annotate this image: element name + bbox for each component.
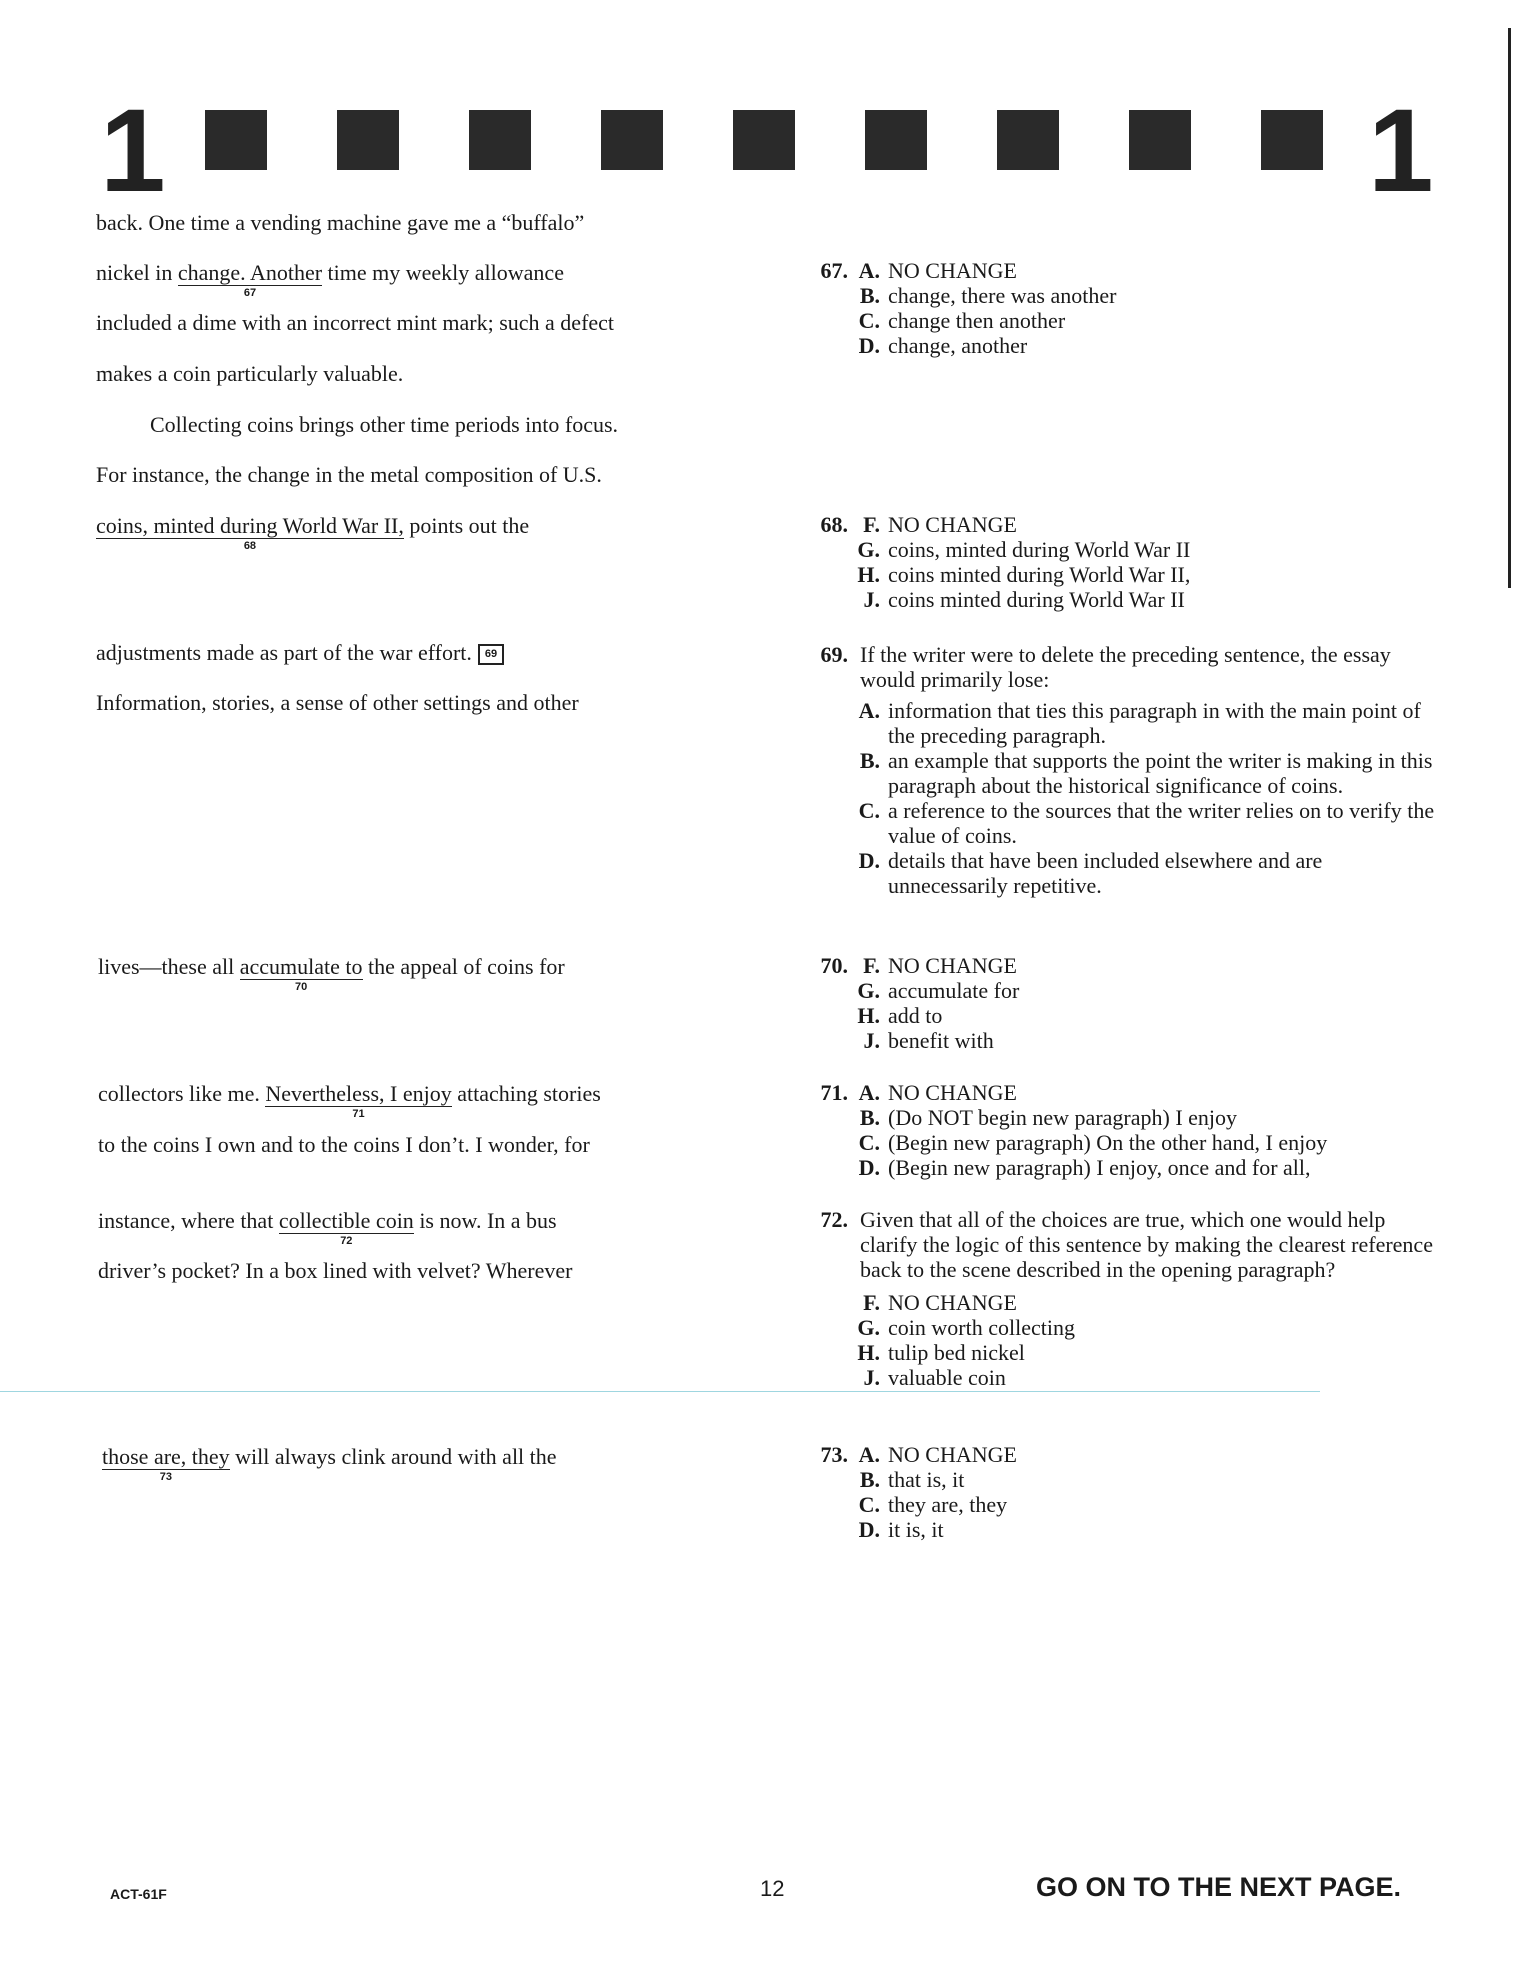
option-text: (Begin new paragraph) I enjoy, once and for all, [888, 1155, 1311, 1180]
underlined-portion-72[interactable] [278, 1208, 414, 1247]
option-letter: D. [858, 1517, 880, 1542]
option-text: coins minted during World War II [888, 587, 1185, 612]
form-code: ACT-61F [110, 1886, 167, 1902]
answer-option[interactable] [796, 258, 1436, 283]
next-page-instruction: GO ON TO THE NEXT PAGE. [1036, 1872, 1402, 1902]
option-letter: D. [858, 333, 880, 358]
answer-option[interactable] [796, 1517, 1436, 1542]
passage-text: nickel in [96, 260, 178, 285]
header-block [997, 110, 1059, 170]
option-letter: D. [858, 1155, 880, 1180]
header-block [337, 110, 399, 170]
passage-line: Information, stories, a sense of other settings and other [96, 690, 579, 715]
passage-text: the appeal of coins for [362, 954, 565, 979]
question-number: 73. [820, 1442, 848, 1467]
option-letter: F. [863, 512, 880, 537]
option-letter: A. [858, 698, 880, 723]
option-letter: H. [857, 1003, 880, 1028]
passage-text: time my weekly allowance [322, 260, 564, 285]
passage-text: will always clink around with all the [229, 1444, 557, 1469]
answer-option[interactable] [796, 1028, 1436, 1053]
underline-number: 71 [352, 1108, 365, 1120]
underlined-text: coins, minted during World War II, [96, 513, 404, 538]
question-number: 68. [820, 512, 848, 537]
option-text: change, another [888, 333, 1028, 358]
answer-option[interactable] [796, 1492, 1436, 1517]
answer-option[interactable] [796, 748, 1436, 798]
option-letter: A. [858, 1442, 880, 1467]
answer-option[interactable] [796, 512, 1436, 537]
answer-option[interactable] [796, 698, 1436, 748]
underline-number: 70 [295, 981, 308, 993]
answer-option[interactable] [796, 1315, 1436, 1340]
passage-line: back. One time a vending machine gave me a “buffalo” [96, 210, 585, 235]
passage-line: included a dime with an incorrect mint mark; such a defect [96, 310, 615, 335]
answer-option[interactable] [796, 537, 1436, 562]
option-letter: B. [859, 1105, 880, 1130]
option-text: NO CHANGE [888, 512, 1017, 537]
passage-text: instance, where that [98, 1208, 279, 1233]
answer-option[interactable] [796, 283, 1436, 308]
header-block [205, 110, 267, 170]
option-text: NO CHANGE [888, 258, 1017, 283]
passage-text: attaching stories [451, 1081, 601, 1106]
option-letter: G. [857, 537, 880, 562]
option-letter: H. [857, 562, 880, 587]
passage-line: Collecting coins brings other time periods into focus. [150, 412, 619, 437]
option-text: NO CHANGE [888, 953, 1017, 978]
underline-number: 73 [159, 1471, 172, 1483]
header-block [469, 110, 531, 170]
answer-option[interactable] [796, 333, 1436, 358]
underline-number: 67 [243, 287, 257, 299]
header-bar [205, 110, 1325, 170]
option-text: coins minted during World War II, [888, 562, 1191, 587]
underlined-text: accumulate to [239, 954, 363, 979]
header-block [865, 110, 927, 170]
page-number: 12 [760, 1876, 785, 1901]
option-text: that is, it [888, 1467, 965, 1492]
passage-line: For instance, the change in the metal composition of U.S. [96, 462, 602, 487]
passage-text: adjustments made as part of the war effort. [96, 640, 472, 665]
answer-option[interactable] [796, 308, 1436, 333]
underlined-portion-71[interactable] [265, 1081, 452, 1120]
answer-option[interactable] [796, 1290, 1436, 1315]
answer-option[interactable] [796, 587, 1436, 612]
answer-option[interactable] [796, 1105, 1436, 1130]
option-letter: G. [857, 978, 880, 1003]
option-text: (Begin new paragraph) On the other hand, I enjoy [888, 1130, 1328, 1155]
option-text: accumulate for [888, 978, 1020, 1003]
underline-number: 68 [243, 540, 257, 552]
page-edge [1508, 28, 1511, 588]
option-letter: C. [858, 308, 880, 333]
question-73 [796, 1442, 1436, 1542]
passage-line: driver’s pocket? In a box lined with velvet? Wherever [98, 1258, 573, 1283]
answer-option[interactable] [796, 1442, 1436, 1467]
option-letter: C. [858, 1492, 880, 1517]
option-letter: F. [863, 1290, 880, 1315]
section-number-left: 1 [100, 85, 166, 217]
question-stem: Given that all of the choices are true, which one would help clarify the logic of this sentence by making the clearest reference back to the scene described in the opening paragraph? [860, 1207, 1433, 1282]
header-block [733, 110, 795, 170]
answer-option[interactable] [796, 1003, 1436, 1028]
passage-text: points out the [403, 513, 530, 538]
underlined-text: change. Another [177, 260, 323, 285]
passage-text: collectors like me. [98, 1081, 266, 1106]
option-text: (Do NOT begin new paragraph) I enjoy [888, 1105, 1238, 1130]
option-letter: D. [858, 848, 880, 873]
option-text: benefit with [888, 1028, 994, 1053]
option-letter: J. [863, 1028, 880, 1053]
option-text: coins, minted during World War II [888, 537, 1191, 562]
question-67 [796, 258, 1436, 358]
option-letter: J. [863, 587, 880, 612]
option-letter: B. [859, 748, 880, 773]
passage-line: makes a coin particularly valuable. [96, 361, 404, 386]
option-letter: G. [857, 1315, 880, 1340]
answer-option[interactable] [796, 848, 1436, 898]
option-letter: B. [859, 1467, 880, 1492]
answer-option[interactable] [796, 978, 1436, 1003]
header-block [601, 110, 663, 170]
underlined-portion-67[interactable] [177, 260, 323, 299]
option-text: information that ties this paragraph in with the main point of the preceding paragraph. [888, 698, 1421, 748]
option-text: tulip bed nickel [888, 1340, 1025, 1365]
option-text: a reference to the sources that the writer relies on to verify the value of coins. [888, 798, 1435, 848]
question-71 [796, 1080, 1436, 1180]
option-text: it is, it [888, 1517, 944, 1542]
passage-line [98, 1208, 557, 1247]
answer-option[interactable] [796, 1365, 1436, 1390]
underlined-text: Nevertheless, I enjoy [265, 1081, 452, 1106]
passage-line [98, 1081, 601, 1120]
option-letter: C. [858, 1130, 880, 1155]
option-text: change then another [888, 308, 1066, 333]
question-69 [796, 642, 1436, 898]
answer-option[interactable] [796, 953, 1436, 978]
answer-option[interactable] [796, 1467, 1436, 1492]
answer-option[interactable] [796, 1340, 1436, 1365]
option-text: NO CHANGE [888, 1290, 1017, 1315]
question-number: 67. [820, 258, 848, 283]
option-letter: F. [863, 953, 880, 978]
option-text: NO CHANGE [888, 1442, 1017, 1467]
header-block [1129, 110, 1191, 170]
question-72 [796, 1207, 1436, 1390]
option-text: coin worth collecting [888, 1315, 1075, 1340]
option-text: an example that supports the point the writer is making in this paragraph about the historical significance of coins. [888, 748, 1433, 798]
underline-number: 72 [340, 1235, 353, 1247]
passage-line [96, 513, 530, 552]
question-number: 69. [820, 642, 848, 667]
option-text: NO CHANGE [888, 1080, 1017, 1105]
answer-option[interactable] [796, 1155, 1436, 1180]
answer-option[interactable] [796, 562, 1436, 587]
question-70 [796, 953, 1436, 1053]
option-letter: A. [858, 258, 880, 283]
question-number: 70. [820, 953, 848, 978]
section-number-right: 1 [1368, 85, 1434, 217]
option-letter: H. [857, 1340, 880, 1365]
scan-artifact-line [0, 1391, 1320, 1392]
underlined-text: those are, they [102, 1444, 230, 1469]
passage-line: to the coins I own and to the coins I don’t. I wonder, for [98, 1132, 590, 1157]
passage-line [98, 954, 565, 993]
underlined-portion-73[interactable] [102, 1444, 230, 1483]
question-number: 72. [820, 1207, 848, 1232]
option-letter: A. [858, 1080, 880, 1105]
question-stem: If the writer were to delete the preceding sentence, the essay would primarily lose: [860, 642, 1391, 692]
option-text: they are, they [888, 1492, 1008, 1517]
header-block [1261, 110, 1323, 170]
option-letter: J. [863, 1365, 880, 1390]
underlined-portion-70[interactable] [239, 954, 363, 993]
passage-line [96, 260, 564, 299]
answer-option[interactable] [796, 1080, 1436, 1105]
passage-text: lives—these all [98, 954, 240, 979]
option-text: change, there was another [888, 283, 1117, 308]
passage-line [102, 1444, 557, 1483]
option-text: valuable coin [888, 1365, 1006, 1390]
question-box-69[interactable]: 69 [478, 644, 504, 665]
underlined-text: collectible coin [278, 1208, 414, 1233]
underlined-portion-68[interactable] [96, 513, 404, 552]
question-68 [796, 512, 1436, 612]
option-text: add to [888, 1003, 943, 1028]
option-letter: C. [858, 798, 880, 823]
passage-line [96, 642, 504, 665]
answer-option[interactable] [796, 1130, 1436, 1155]
passage-text: is now. In a bus [413, 1208, 557, 1233]
option-text: details that have been included elsewhere and are unnecessarily repetitive. [888, 848, 1323, 898]
option-letter: B. [859, 283, 880, 308]
answer-option[interactable] [796, 798, 1436, 848]
question-number: 71. [820, 1080, 848, 1105]
